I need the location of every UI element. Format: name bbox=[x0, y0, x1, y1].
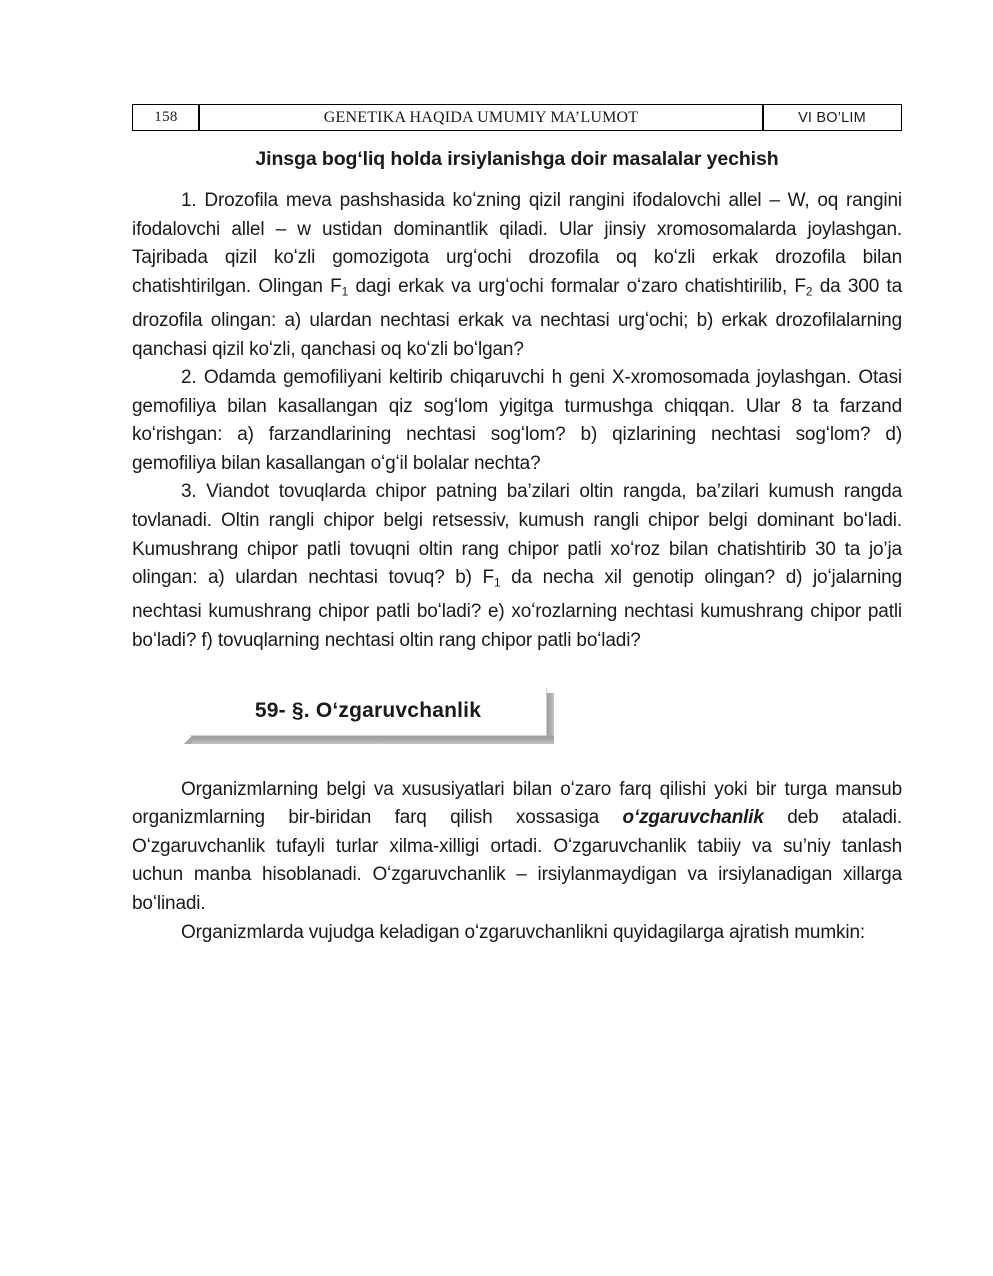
page-number: 158 bbox=[154, 109, 178, 125]
problem-1 bbox=[132, 187, 902, 364]
chapter-paragraph-1-lead: Organizmlarning belgi va xususiyatlari bilan oʻzaro farq qilishi yoki bir turga mansub organizmlarning bir-biridan farq qilish xossasiga bbox=[132, 778, 902, 829]
running-title: GENETIKA HAQIDA UMUMIY MA’LUMOT bbox=[323, 108, 639, 126]
problem-2: 2. Odamda gemofiliyani keltirib chiqaruvchi h geni X-xromosomada joylashgan. Otasi gemofiliya bilan kasallangan qiz sogʻlom yigitga turmushga chiqqan. Ular 8 ta farzand koʻrishgan: a) farzandlarining nechtasi sogʻlom? b) qizlarining nechtasi sogʻlom? d) gemofiliya bilan kasallangan oʻgʻil bolalar nechta? bbox=[132, 367, 902, 474]
page-number-cell bbox=[132, 104, 200, 131]
chapter-heading-box bbox=[190, 688, 547, 736]
problem-3 bbox=[132, 478, 902, 655]
chapter-paragraph-1-tail: deb ataladi. Oʻzgaruvchanlik tufayli turlar xilma-xilligi ortadi. Oʻzgaruvchanlik tabiiy va su’niy tanlash uchun manba hisoblanadi. Oʻzgaruvchanlik – irsiylanmaydigan va irsiylanadigan xillarga boʻlinadi. bbox=[132, 807, 902, 914]
problem-3-text-part-2: da necha xil genotip olingan? d) joʻjalarning nechtasi kumushrang chipor patli boʻladi? e) xoʻrozlarning nechtasi kumushrang chipor patli boʻladi? f) tovuqlarning nechtasi oltin rang chipor patli boʻladi? bbox=[132, 567, 902, 651]
chapter-heading-block bbox=[132, 688, 902, 750]
problem-3-text-part-1: 3. Viandot tovuqlarda chipor patning ba’zilari oltin rangda, ba’zilari kumush rangda tovlanadi. Oltin rangli chipor belgi retsessiv, kumush rangli chipor belgi dominant boʻladi. Kumushrang chipor patli tovuqni oltin rang chipor patli xoʻroz bilan chatishtirib 30 ta jo’ja olingan: a) ulardan nechtasi tovuq? b) F bbox=[132, 481, 902, 589]
problem-1-subscript-2: 2 bbox=[805, 285, 813, 299]
exercise-section-title: Jinsga bogʻliq holda irsiylanishga doir masalalar yechish bbox=[255, 148, 779, 170]
running-title-cell bbox=[198, 104, 763, 131]
definition-term: oʻzgaruvchanlik bbox=[622, 807, 764, 829]
part-label: VI BO’LIM bbox=[798, 109, 866, 126]
part-label-cell bbox=[762, 104, 902, 131]
chapter-box-shadow-right bbox=[546, 693, 554, 741]
page-running-header bbox=[132, 104, 902, 131]
chapter-box-shadow-bottom bbox=[192, 736, 554, 744]
problem-1-text-part-2: dagi erkak va urgʻochi formalar oʻzaro chatishtirilib, F bbox=[348, 275, 806, 297]
chapter-paragraph-2: Organizmlarda vujudga keladigan oʻzgaruvchanlikni quyidagilarga ajratish mumkin: bbox=[181, 921, 865, 943]
problem-3-subscript-1: 1 bbox=[493, 576, 501, 590]
problem-1-subscript-1: 1 bbox=[341, 285, 349, 299]
chapter-heading-title: 59- §. Oʻzgaruvchanlik bbox=[254, 699, 482, 723]
chapter-paragraph-1 bbox=[132, 776, 902, 919]
problem-1-text-part-1: 1. Drozofila meva pashshasida koʻzning qizil rangini ifodalovchi allel – W, oq rangini ifodalovchi allel – w ustidan dominantlik qiladi. Ular jinsiy xromosomalarda joylashgan. Tajribada qizil koʻzli gomozigota urgʻochi drozofila oq koʻzli erkak drozofila bilan chatishtirilgan. Olingan F bbox=[132, 190, 902, 297]
problem-1-text-part-3: da 300 ta drozofila olingan: a) ulardan nechtasi erkak va nechtasi urgʻochi; b) erkak drozofilalarning qanchasi qizil koʻzli, qanchasi oq koʻzli boʻlgan? bbox=[132, 275, 902, 360]
page-content bbox=[132, 148, 902, 947]
